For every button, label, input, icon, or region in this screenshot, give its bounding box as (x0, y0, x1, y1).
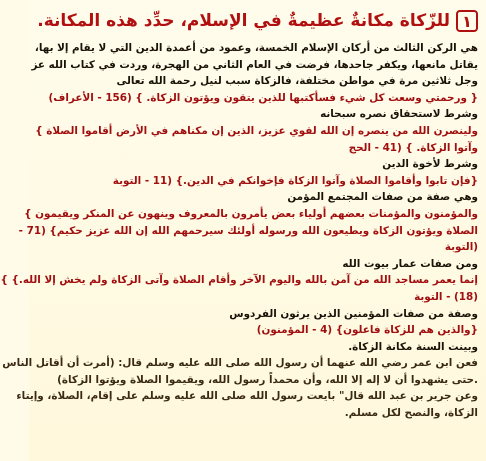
text-line: .حتى يشهدوا أن لا إله إلا الله، وأن محمداً رسول الله، ويقيموا الصلاة ويؤتوا الزكاة) (57, 373, 478, 386)
text-line: وآتوا الزكاة. } (41 - الحج (348, 141, 478, 154)
text-line: وجل ثلاثين مرة في مواطن مختلفة، فالزكاة سبب لنيل رحمة الله تعالى (116, 75, 478, 88)
text-line: إنما يعمر مساجد الله من آمن بالله واليوم الآخر وأقام الصلاة وآتى الزكاة ولم يخش إلا الله.} } (0, 274, 478, 287)
text-line: (18) - التوبة (414, 290, 478, 303)
text-line: الزكاة، والنصح لكل مسلم. (344, 407, 478, 420)
text-line: وشرط لأخوة الدين (382, 158, 478, 171)
text-line: {والذين هم للزكاة فاعلون} (4 - المؤمنون) (256, 324, 478, 337)
text-line: ومن صفات عمار بيوت الله (342, 257, 478, 270)
text-line: يقاتل مانعها، ويكفر جاحدها، فرضت في العام الثاني من الهجرة، وردت في كتاب الله عز (31, 58, 478, 71)
answer-body (0, 40, 478, 422)
text-line: وبينت السنة مكانة الزكاة. (348, 340, 478, 353)
text-line: وهي صفة من صفات المجتمع المؤمن (287, 191, 478, 204)
text-line: وعن جرير بن عبد الله قال" بايعت رسول الله صلى الله عليه وسلم على إقام، الصلاة، وإيتاء (16, 390, 478, 403)
text-line: الصلاة ويؤتون الزكاة ويطيعون الله ورسوله أولئك سيرحمهم الله إن الله عزيز حكيم} (71 - (18, 224, 478, 237)
text-line: هي الركن الثالث من أركان الإسلام الخمسة، وعمود من أعمدة الدين التي لا يقام إلا بها، (34, 42, 478, 54)
text-line: والمؤمنون والمؤمنات بعضهم أولياء بعض يأمرون بالمعروف وينهون عن المنكر ويقيمون } (24, 207, 478, 220)
text-line: وصفة من صفات المؤمنين الذين يرثون الفردوس (229, 307, 478, 320)
text-line: وشرط لاستحقاق نصره سبحانه (320, 108, 478, 121)
text-line: (التوبة (444, 241, 478, 254)
question-title: للزّكاة مكانةٌ عظيمةٌ في الإسلام، حدِّد هذه المكانة. (37, 11, 450, 31)
question-heading (37, 6, 478, 36)
text-line: فعن ابن عمر رضي الله عنهما أن رسول الله صلى الله عليه وسلم قال: (أمرت أن أقاتل الناس (2, 357, 478, 370)
question-number-badge: ١ (456, 10, 478, 32)
text-line: {فإن تابوا وأقاموا الصلاة وآتوا الزكاة فإخوانكم في الدين.} (11 - التوبة (112, 174, 478, 187)
text-line: { ورحمتي وسعت كل شيء فسأكتبها للذين يتقون ويؤتون الزكاة. } (156 - الأعراف) (48, 91, 478, 104)
text-line: ولينصرن الله من ينصره إن الله لقوي عزيز، الذين إن مكناهم في الأرض أقاموا الصلاة } (35, 124, 478, 137)
